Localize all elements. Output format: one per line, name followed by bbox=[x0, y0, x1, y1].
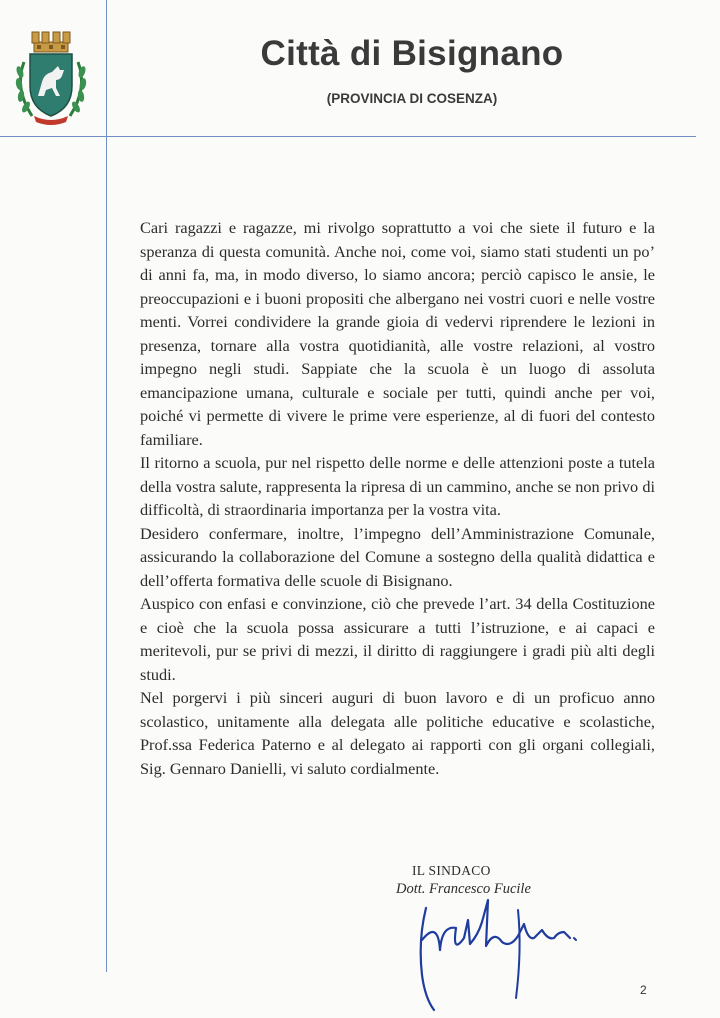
crown-icon bbox=[32, 32, 70, 52]
coat-of-arms-icon bbox=[10, 28, 92, 126]
paragraph: Desidero confermare, inoltre, l’impegno dell’Amministrazione Comunale, assicurando la collaborazione del Comune a sostegno della qualità didattica e dell’offerta formativa delle scuole di Bisignano. bbox=[140, 523, 655, 590]
page-number: 2 bbox=[640, 983, 647, 997]
handwritten-signature bbox=[398, 880, 598, 1015]
signatory-name: Dott. Francesco Fucile bbox=[396, 881, 531, 897]
margin-vertical-rule bbox=[106, 0, 107, 972]
paragraph: Nel porgervi i più sinceri auguri di buon lavoro e di un proficuo anno scolastico, unitamente alla delegata alle politiche educative e scolastiche, Prof.ssa Federica Paterno e al delegato ai rapporti con gli organi collegiali, Sig. Gennaro Danielli, vi saluto cordialmente. bbox=[140, 688, 655, 778]
province-subtitle: (PROVINCIA DI COSENZA) bbox=[326, 91, 498, 106]
header-horizontal-rule bbox=[0, 136, 696, 137]
paragraph: Auspico con enfasi e convinzione, ciò che prevede l’art. 34 della Costituzione e cioè che la scuola possa assicurare a tutti l’istruzione, e ai capaci e meritevoli, pur se privi di mezzi, il diritto di raggiungere i gradi più alti degli studi. bbox=[140, 594, 655, 684]
signatory-title: IL SINDACO bbox=[412, 863, 491, 878]
letter-body bbox=[140, 216, 655, 780]
paragraph: Il ritorno a scuola, pur nel rispetto delle norme e delle attenzioni poste a tutela della vostra salute, rappresenta la ripresa di un cammino, anche se non privo di difficoltà, di straordinaria importanza per la vostra vita. bbox=[140, 453, 655, 519]
paragraph: Cari ragazzi e ragazze, mi rivolgo soprattutto a voi che siete il futuro e la speranza di questa comunità. Anche noi, come voi, siamo stati studenti un po’ di anni fa, ma, in modo diverso, lo siamo ancora; perciò capisco le ansie, le preoccupazioni e i buoni propositi che albergano nei vostri cuori e nelle vostre menti. Vorrei condividere la grande gioia di vedervi riprendere le lezioni in presenza, tornare alla vostra quotidianità, alle vostre relazioni, al vostro impegno negli studi. Sappiate che la scuola è un luogo di assoluta emancipazione umana, culturale e sociale per tutti, quindi anche per voi, poiché vi permette di vivere le prime vere esperienze, al di fuori del contesto familiare. bbox=[140, 218, 655, 449]
city-title: Città di Bisignano bbox=[260, 34, 564, 73]
